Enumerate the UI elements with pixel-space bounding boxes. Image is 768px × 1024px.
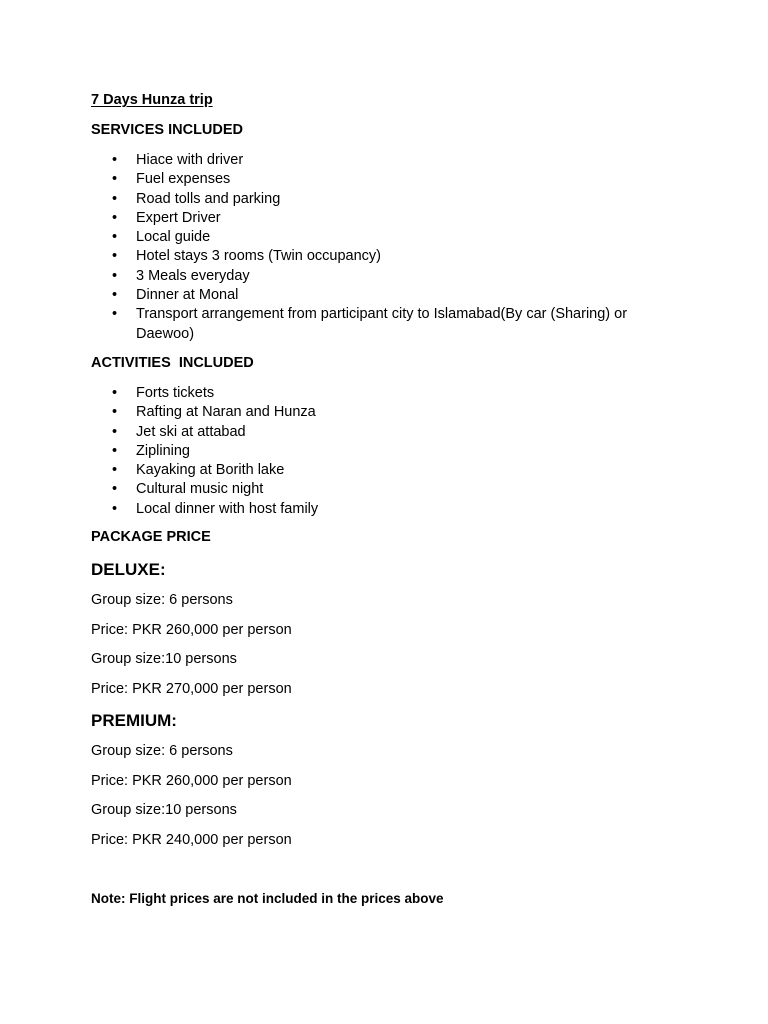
list-item-text: Rafting at Naran and Hunza xyxy=(136,404,316,421)
list-item-text: Kayaking at Borith lake xyxy=(136,462,285,479)
list-item-text: Transport arrangement from participant city to Islamabad(By car (Sharing) or Daewoo) xyxy=(136,306,628,342)
deluxe-price-10: Price: PKR 270,000 per person xyxy=(91,681,292,697)
list-item xyxy=(112,384,672,403)
package-price-heading: PACKAGE PRICE xyxy=(91,529,211,545)
list-item xyxy=(112,403,672,422)
list-item-text: Forts tickets xyxy=(136,385,215,401)
list-item xyxy=(112,190,672,209)
list-item xyxy=(112,480,672,499)
bullet-icon: • xyxy=(112,306,118,323)
activities-list xyxy=(112,384,672,519)
list-item-text: 3 Meals everyday xyxy=(136,267,250,284)
list-item xyxy=(112,500,672,519)
deluxe-heading: DELUXE: xyxy=(91,560,166,579)
bullet-icon: • xyxy=(112,229,118,246)
deluxe-group-size-6: Group size: 6 persons xyxy=(91,592,233,608)
services-list xyxy=(112,151,672,344)
bullet-icon: • xyxy=(112,481,118,498)
bullet-icon: • xyxy=(112,442,118,459)
list-item xyxy=(112,209,672,228)
bullet-icon: • xyxy=(112,171,118,188)
bullet-icon: • xyxy=(112,462,118,479)
bullet-icon: • xyxy=(112,385,118,401)
list-item xyxy=(112,286,672,305)
premium-price-10: Price: PKR 240,000 per person xyxy=(91,832,292,848)
bullet-icon: • xyxy=(112,287,118,304)
premium-group-size-6: Group size: 6 persons xyxy=(91,743,233,759)
list-item xyxy=(112,305,672,344)
activities-heading: ACTIVITIES INCLUDED xyxy=(91,355,254,371)
deluxe-group-size-10: Group size:10 persons xyxy=(91,651,237,667)
list-item-text: Cultural music night xyxy=(136,481,264,498)
list-item-text: Hotel stays 3 rooms (Twin occupancy) xyxy=(136,248,381,265)
bullet-icon: • xyxy=(112,152,118,168)
premium-price-6: Price: PKR 260,000 per person xyxy=(91,773,292,789)
deluxe-price-6: Price: PKR 260,000 per person xyxy=(91,622,292,638)
bullet-icon: • xyxy=(112,209,118,226)
bullet-icon: • xyxy=(112,248,118,265)
list-item xyxy=(112,267,672,286)
bullet-icon: • xyxy=(112,404,118,421)
list-item-text: Expert Driver xyxy=(136,209,221,226)
list-item-text: Hiace with driver xyxy=(136,152,244,168)
list-item xyxy=(112,423,672,442)
bullet-icon: • xyxy=(112,500,118,517)
list-item xyxy=(112,442,672,461)
bullet-icon: • xyxy=(112,190,118,207)
bullet-icon: • xyxy=(112,423,118,440)
services-heading: SERVICES INCLUDED xyxy=(91,122,244,138)
list-item xyxy=(112,461,672,480)
list-item-text: Local guide xyxy=(136,229,211,246)
bullet-icon: • xyxy=(112,267,118,284)
flight-price-note: Note: Flight prices are not included in the prices above xyxy=(91,891,444,906)
list-item-text: Ziplining xyxy=(136,442,190,459)
list-item-text: Local dinner with host family xyxy=(136,500,319,517)
list-item xyxy=(112,151,672,170)
premium-group-size-10: Group size:10 persons xyxy=(91,802,237,818)
list-item xyxy=(112,228,672,247)
list-item-text: Fuel expenses xyxy=(136,171,231,188)
list-item-text: Jet ski at attabad xyxy=(136,423,246,440)
document-title: 7 Days Hunza trip xyxy=(91,92,213,108)
list-item-text: Dinner at Monal xyxy=(136,287,239,304)
list-item-text: Road tolls and parking xyxy=(136,190,281,207)
premium-heading: PREMIUM: xyxy=(91,711,177,730)
list-item xyxy=(112,247,672,266)
list-item xyxy=(112,170,672,189)
